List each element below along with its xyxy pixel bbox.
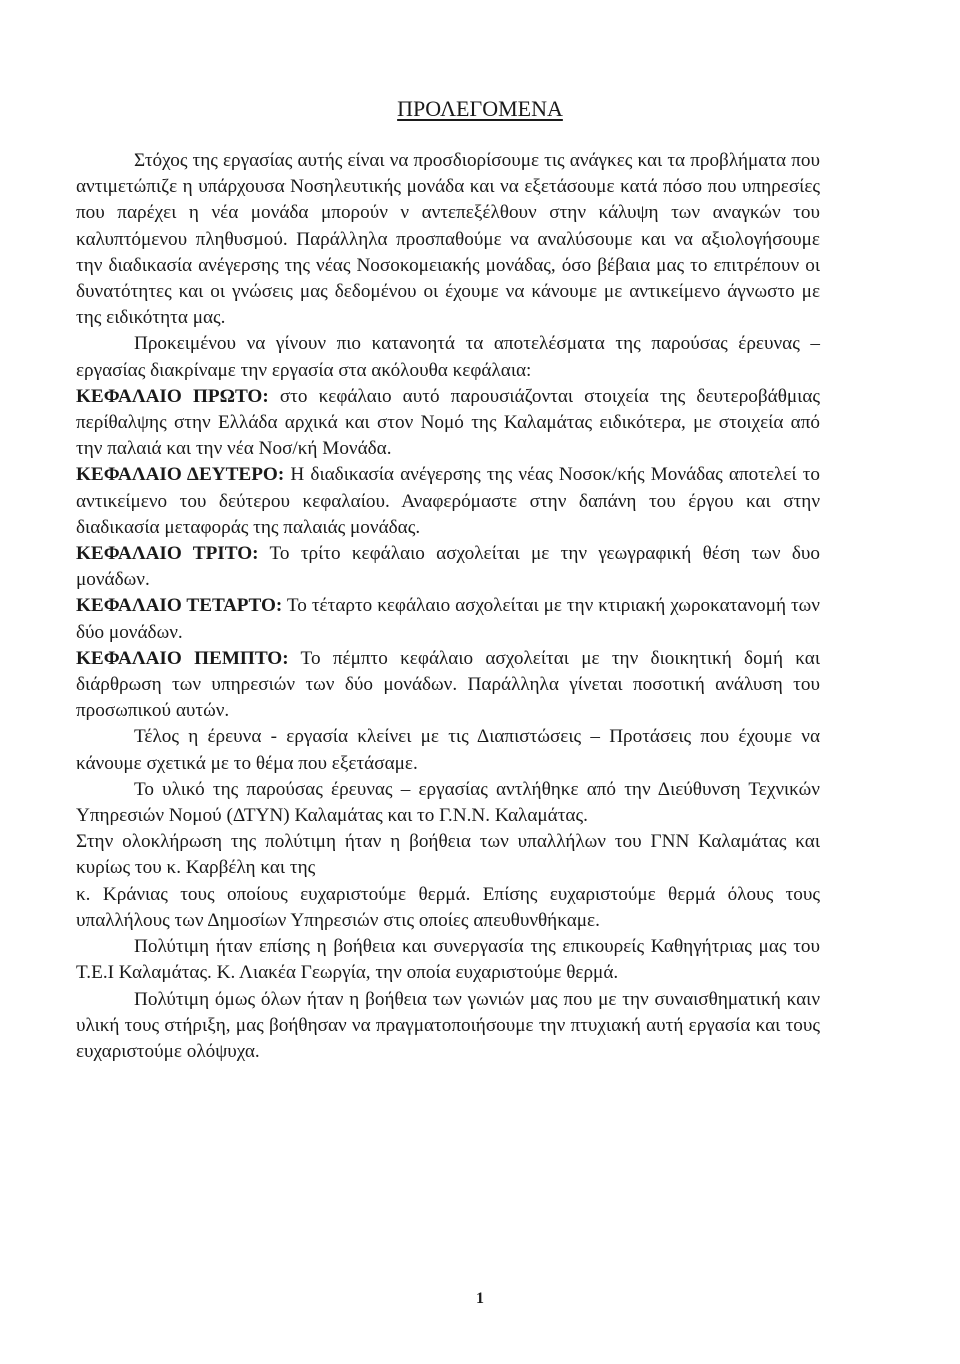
chapter-heading: ΚΕΦΑΛΑΙΟ ΠΡΩΤΟ: (76, 385, 269, 407)
paragraph-thanks-1: Στην ολοκλήρωση της πολύτιμη ήταν η βοήθεια των υπαλλήλων του ΓΝΝ Καλαμάτας και κυρίως του κ. Καρβέλη και της (76, 831, 820, 879)
paragraph-thanks-2: κ. Κράνιας τους οποίους ευχαριστούμε θερμά. Επίσης ευχαριστούμε θερμά όλους τους υπαλλήλους των Δημοσίων Υπηρεσιών στις οποίες απευθυνθήκαμε. (76, 883, 820, 931)
chapter-heading: ΚΕΦΑΛΑΙΟ ΔΕΥΤΕΡΟ: (76, 464, 285, 486)
page-title: ΠΡΟΛΕΓΟΜΕΝΑ (397, 96, 563, 121)
paragraph-conclusion: Τέλος η έρευνα - εργασία κλείνει με τις Διαπιστώσεις – Προτάσεις που έχουμε να κάνουμε σχετικά με το θέμα που εξετάσαμε. (76, 726, 820, 774)
chapter-item-1 (76, 384, 820, 463)
chapter-item-2 (76, 462, 820, 541)
paragraph-thanks-professor: Πολύτιμη ήταν επίσης η βοήθεια και συνεργασία της επικουρείς Καθηγήτριας μας του Τ.Ε.Ι Καλαμάτας. Κ. Λιακέα Γεωργία, την οποία ευχαριστούμε θερμά. (76, 936, 820, 984)
chapter-text: Η διαδικασία ανέγερσης της νέας Νοσοκ/κής Μονάδας αποτελεί το αντικείμενο του δεύτερου κεφαλαίου. Αναφερόμαστε στην δαπάνη του έργου και στην διαδικασία μεταφοράς της παλαιάς μονάδας. (76, 464, 821, 538)
chapter-text: Το πέμπτο κεφάλαιο ασχολείται με την διοικητική δομή και διάρθρωση των υπηρεσιών των δύο μονάδων. Παράλληλα γίνεται ποσοτική ανάλυση του προσωπικού αυτών. (76, 647, 820, 722)
paragraph-sources: Το υλικό της παρούσας έρευνας – εργασίας αντλήθηκε από την Διεύθυνση Τεχνικών Υπηρεσιών Νομού (ΔΤΥΝ) Καλαμάτας και το Γ.Ν.Ν. Καλαμάτας. (76, 778, 820, 827)
chapter-heading: ΚΕΦΑΛΑΙΟ ΠΕΜΠΤΟ: (76, 647, 289, 669)
chapter-item-3 (76, 541, 820, 593)
chapter-heading: ΚΕΦΑΛΑΙΟ ΤΕΤΑΡΤΟ: (76, 595, 283, 617)
chapter-text: Το τρίτο κεφάλαιο ασχολείται με την γεωγραφική θέση των δυο μονάδων. (76, 543, 820, 591)
chapter-item-5 (76, 646, 820, 725)
page-number: 1 (476, 1290, 484, 1307)
chapter-text: Το τέταρτο κεφάλαιο ασχολείται με την κτιριακή χωροκατανομή των δύο μονάδων. (76, 595, 820, 643)
paragraph-intro: Στόχος της εργασίας αυτής είναι να προσδιορίσουμε τις ανάγκες και τα προβλήματα που αντιμετώπιζε η υπάρχουσα Νοσηλευτικής μονάδα και να εξετάσουμε κατά πόσο που υπηρεσίες που παρέχει η νέα μονάδα μπορούν ν αντεπεξέλθουν στην κάλυψη των αναγκών του καλυπτόμενου πληθυσμού. Παράλληλα προσπαθούμε να αναλύσουμε και να αξιολογήσουμε την διαδικασία ανέγερσης της νέας Νοσοκομειακής μονάδας, όσο βέβαια μας το επιτρέπουν οι δυνατότητες και οι γνώσεις μας δεδομένου οι έχουμε να κάνουμε με αντικείμενο άγνωστο με της ειδικότητα μας. (76, 150, 820, 329)
chapter-item-4 (76, 593, 820, 645)
chapter-heading: ΚΕΦΑΛΑΙΟ ΤΡΙΤΟ: (76, 543, 259, 565)
paragraph-thanks-parents: Πολύτιμη όμως όλων ήταν η βοήθεια των γωνιών μας που με την συναισθηματική καιν υλική τους στήριξη, μας βοήθησαν να πραγματοποιήσουμε την πτυχιακή αυτή εργασία και τους ευχαριστούμε ολόψυχα. (76, 988, 820, 1062)
paragraph-chapters-intro: Προκειμένου να γίνουν πιο κατανοητά τα αποτελέσματα της παρούσας έρευνας – εργασίας διακρίναμε την εργασία στα ακόλουθα κεφάλαια: (76, 333, 820, 381)
chapter-text: στο κεφάλαιο αυτό παρουσιάζονται στοιχεία της δευτεροβάθμιας περίθαλψης στην Ελλάδα αρχικά και στον Νομό της Καλαμάτας ειδικότερα, με στοιχεία από την παλαιά και την νέα Νοσ/κή Μονάδα. (76, 385, 820, 460)
document-body (76, 148, 820, 1065)
